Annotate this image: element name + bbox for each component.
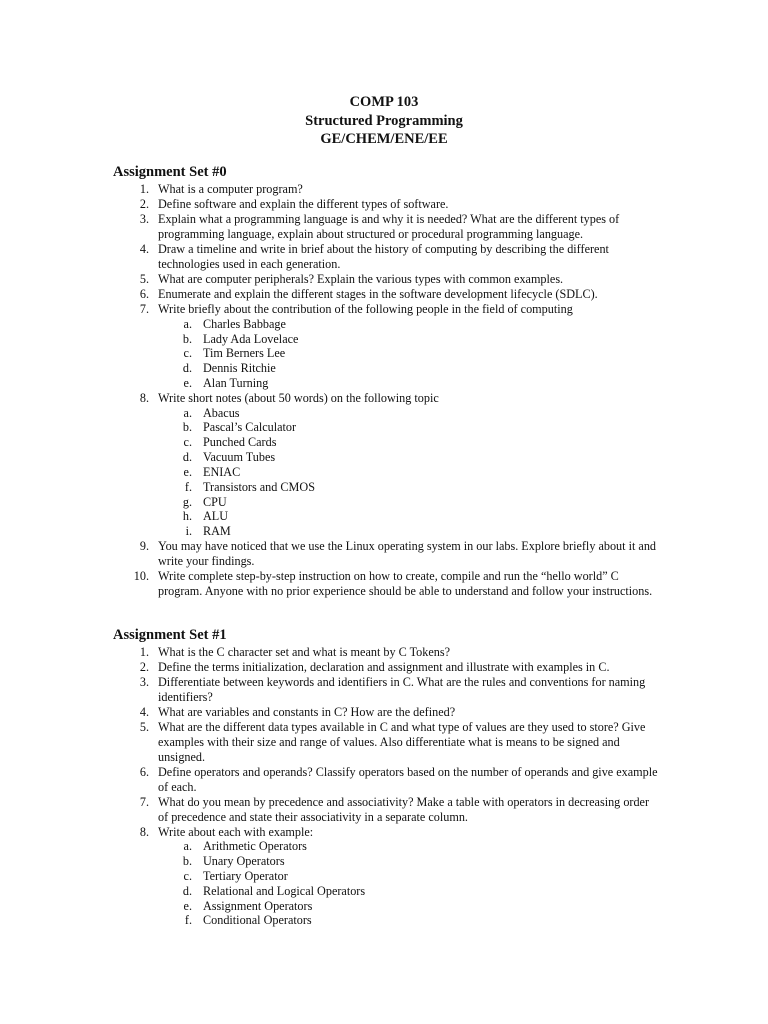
document-header [0,93,768,149]
course-title: Structured Programming [305,112,463,129]
course-departments: GE/CHEM/ENE/EE [320,131,448,147]
course-code: COMP 103 [349,94,419,110]
section-title-set1: Assignment Set #1 [113,627,227,643]
document-page: COMP 103 Structured Programming GE/CHEM/ENE/EE Assignment Set #0 1. What is a computer program? 2. Define software and explain the different types of software. 3. Explain what a programming language is and why it is needed? What are the different types of programming language, explain about structured or procedural programming language. 4. Draw a timeline and write in brief about the history of computing by describing the different technologies used in each generation. 5. What are computer peripherals? Explain the various types with common examples. 6. Enumerate and explain the different stages in the software development lifecycle (SDLC). 7. Write briefly about the contribution of the following people in the field of computing a. Charles Babbage b. Lady Ada Lovelace c. Tim Berners Lee d. Dennis Ritchie e. Alan Turning 8. Write short notes (about 50 words) on the following topic a. Abacus b. Pascal’s Calculator c. Punched Cards d. Vacuum Tubes e. ENIAC f. Transistors and CMOS g. CPU h. ALU i. RAM 9. You may have noticed that we use the Linux operating system in our labs. Explore briefly about it and write your findings. 10. Write complete step-by-step instruction on how to create, compile and run the “hello world” C program. Anyone with no prior experience should be able to understand and follow your instructions. Assignment Set #1 1. What is the C character set and what is meant by C Tokens? 2. Define the terms initialization, declaration and assignment and illustrate with examples in C. 3. Differentiate between keywords and identifiers in C. What are the rules and conventions for naming identifiers? 4. What are variables and constants in C? How are the defined? 5. What are the different data types available in C and what type of values are they used to store? Give examples with their size and range of values. Also differentiate what is means to be signed and unsigned. 6. Define operators and operands? Classify operators based on the number of operands and give example of each. 7. What do you mean by precedence and associativity? Make a table with operators in decreasing order of precedence and state their associativity in a separate column. 8. Write about each with example: a. Arithmetic Operators b. Unary Operators c. Tertiary Operator d. Relational and Logical Operators e. Assignment Operators f. Conditional Operators [0,0,768,1024]
section-title-set0: Assignment Set #0 [113,164,227,180]
